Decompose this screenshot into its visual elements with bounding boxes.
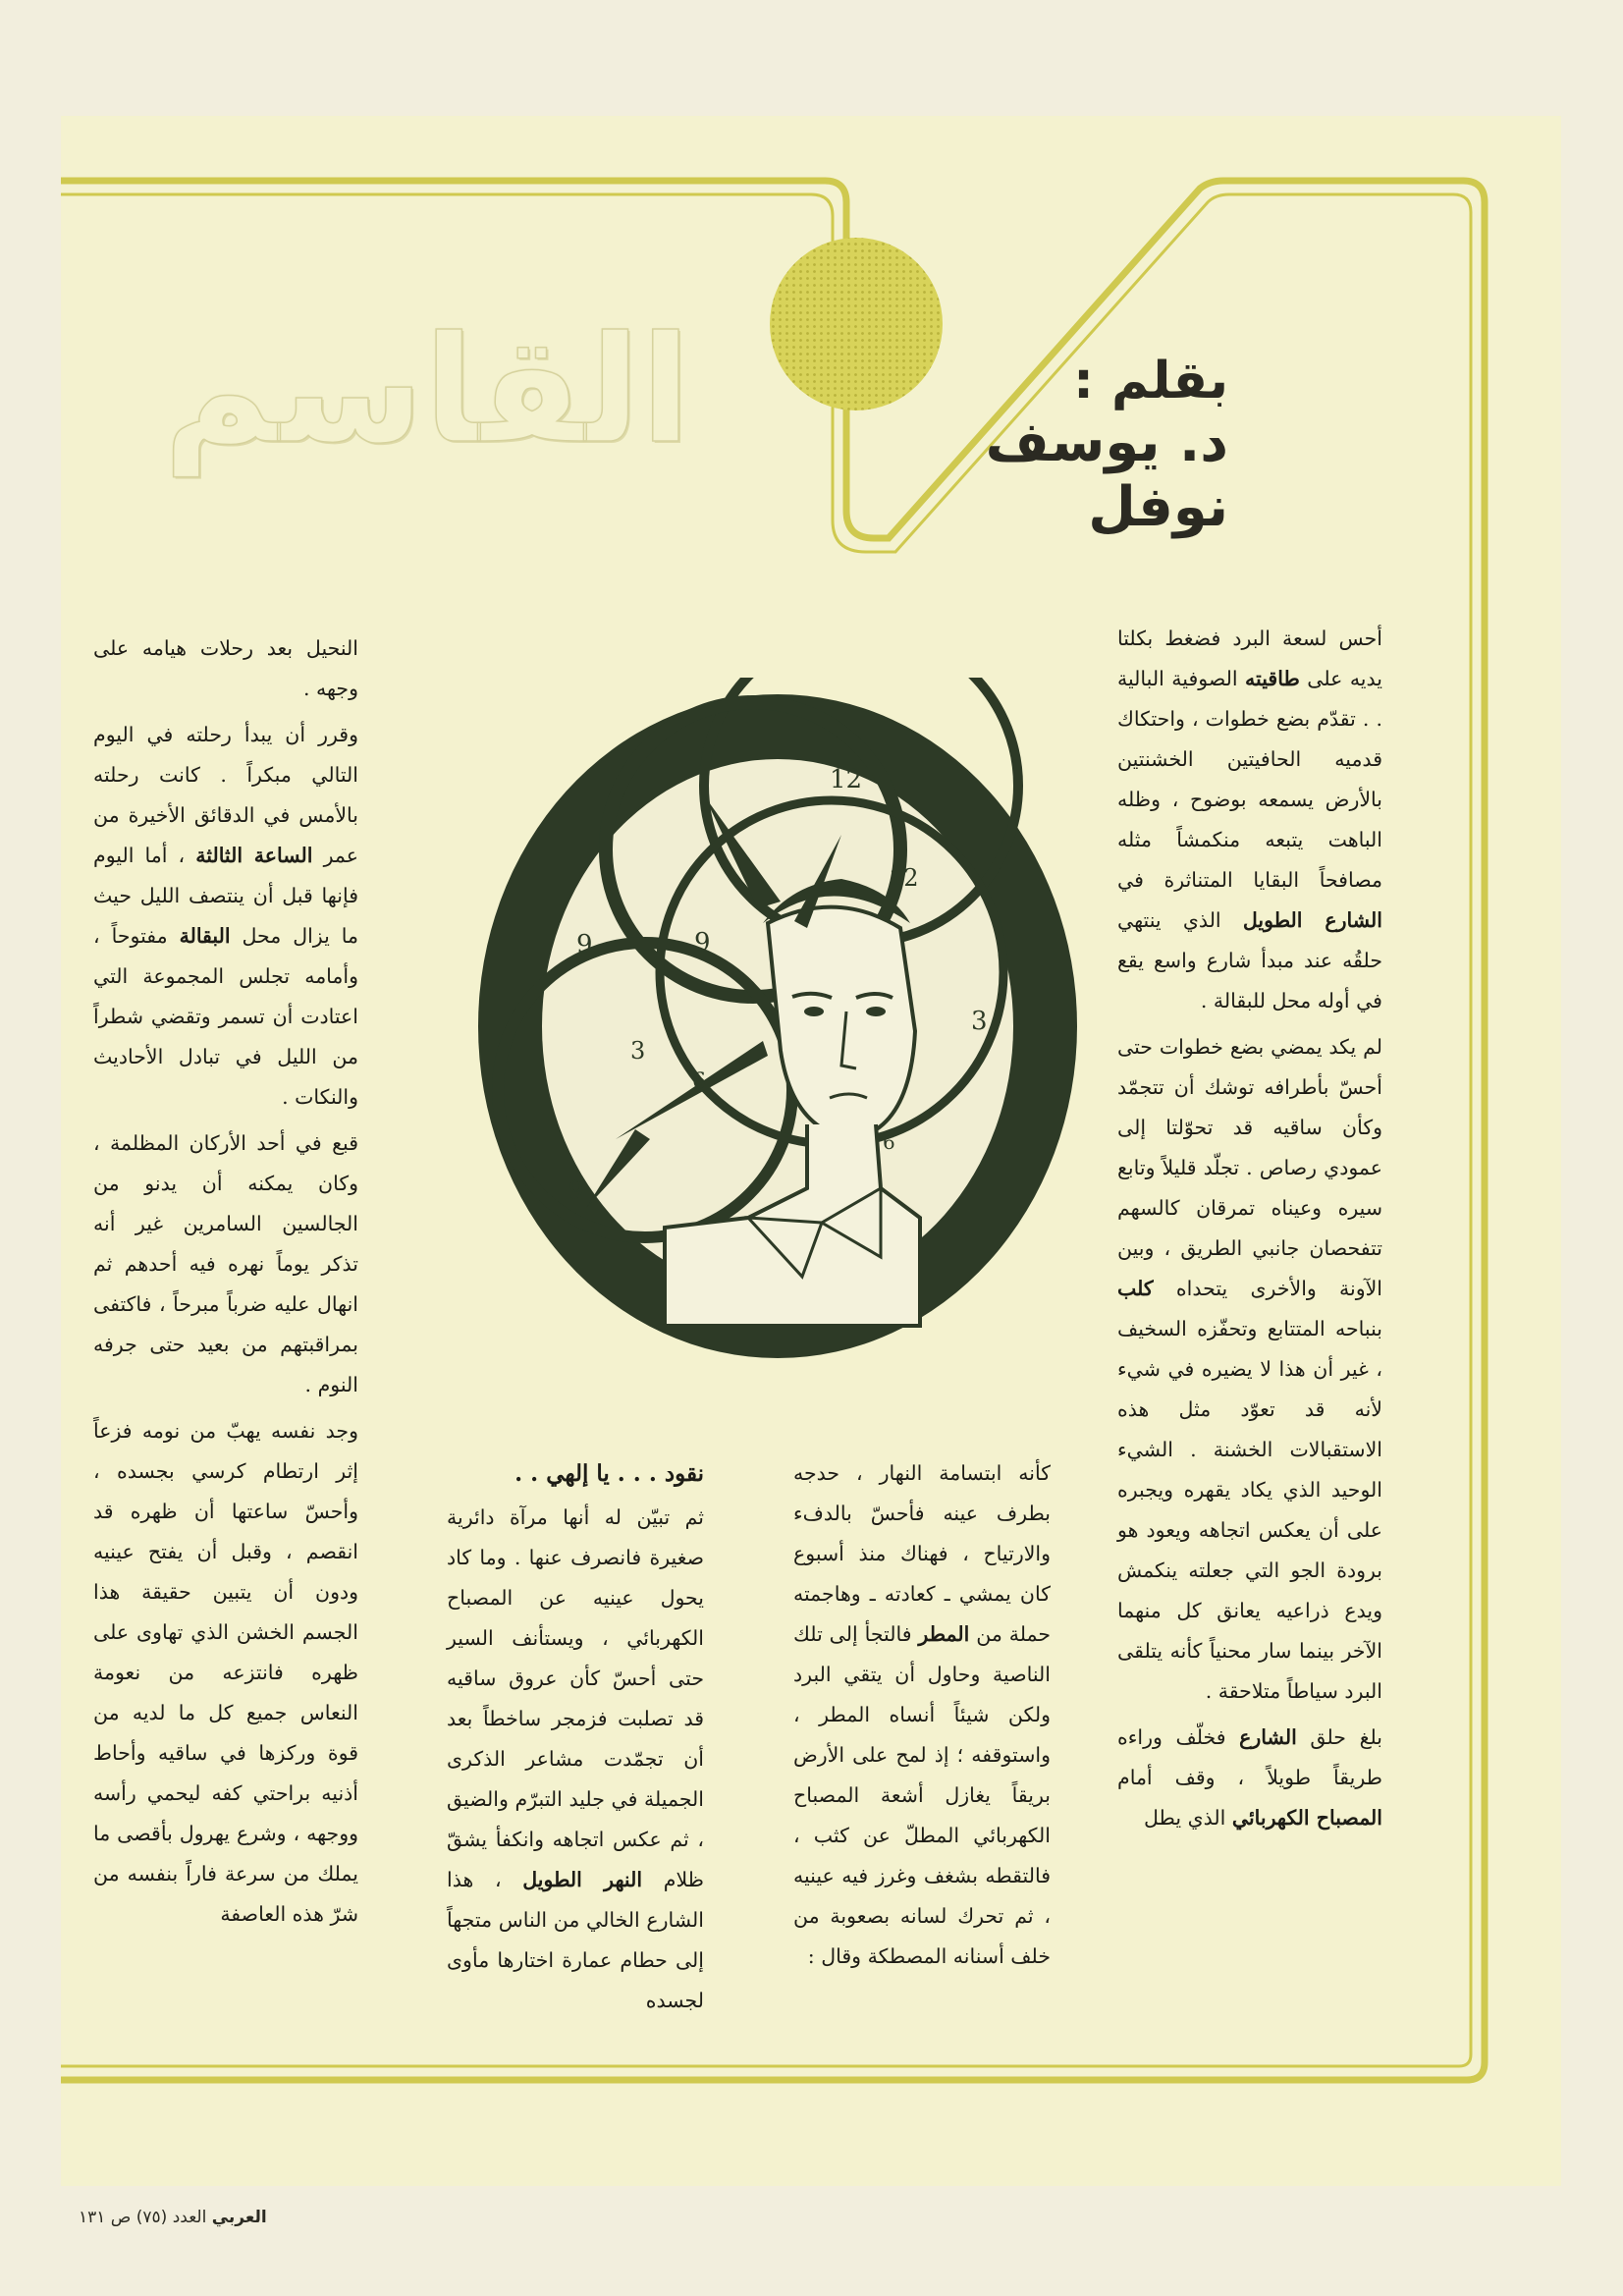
- paragraph: قبع في أحد الأركان المظلمة ، وكان يمكنه أن يدنو من الجالسين السامرين غير أنه تذكر يوماً نهره فيه أحدهم ثم انهال عليه ضرباً مبرحاً ، فاكتفى بمراقبتهم من بعيد حتى جرفه النوم .: [93, 1131, 358, 1396]
- text-column-1: [1117, 619, 1382, 1844]
- clock-face-illustration: [468, 678, 1087, 1385]
- paragraph: النحيل بعد رحلات هيامه على وجهه .: [93, 636, 358, 700]
- paragraph: وقرر أن يبدأ رحلته في اليوم التالي مبكراً . كانت رحلته بالأمس في الدقائق الأخيرة من عمر الساعة الثالثة ، أما اليوم فإنها قبل أن ينتصف الليل حيث ما يزال محل البقالة مفتوحاً ، وأمامه تجلس المجموعة التي اعتادت أن تسمر وتقضي شطراً من الليل في تبادل الأحاديث والنكات .: [93, 723, 358, 1109]
- subheading: نقود . . . يا إلهي . .: [514, 1460, 704, 1487]
- paragraph: وجد نفسه يهبّ من نومه فزعاً إثر ارتطام كرسي بجسده ، وأحسّ ساعتها أن ظهره قد انقصم ، وقبل أن يفتح عينيه ودون أن يتبين حقيقة هذا الجسم الخشن الذي تهاوى على ظهره فانتزعه من نعومة النعاس جميع كل ما لديه من قوة وركزها في ساقيه وأحاط أذنيه براحتي كفه ليحمي رأسه ووجهه ، وشرع يهرول بأقصى ما يملك من سرعة فاراً بنفسه من شرّ هذه العاصفة: [93, 1419, 358, 1926]
- page-footer: [79, 2208, 267, 2227]
- clock-numeral: 12: [889, 864, 919, 892]
- title-art: القاسم: [163, 304, 691, 476]
- paragraph: أحس لسعة البرد فضغط بكلتا يديه على طاقيته الصوفية البالية . . تقدّم بضع خطوات ، واحتكاك قدميه الحافيتين الخشنتين بالأرض يسمعه بوضوح ، وظله الباهت يتبعه منكمشاً مثله مصافحاً البقايا المتناثرة في الشارع الطويل الذي ينتهي حلقُه عند مبدأ شارع واسع يقع في أوله محل للبقالة .: [1117, 627, 1382, 1012]
- clock-numeral: 3: [630, 1037, 646, 1065]
- issue-info: العدد (٧٥) ص ١٣١: [79, 2208, 207, 2227]
- text-column-3: [447, 1453, 704, 2027]
- clock-numeral: 12: [830, 765, 863, 794]
- clock-numeral: 9: [694, 928, 711, 957]
- paragraph: لم يكد يمضي بضع خطوات حتى أحسّ بأطرافه توشك أن تتجمّد وكأن ساقيه قد تحوّلتا إلى عمودي رصاص . تجلّد قليلاً وتابع سيره وعيناه تمرقان كالسهم تتفحصان جانبي الطريق ، وبين الآونة والأخرى يتحداه كلب بنباحه المتتابع وتحفّزه السخيف ، غير أن هذا لا يضيره في شيء لأنه قد تعوّد مثل هذه الاستقبالات الخشنة . الشيء الوحيد الذي يكاد يقهره ويجبره على أن يعكس اتجاهه ويعود هو برودة الجو التي جعلته ينكمش ويدع ذراعيه يعانق كل منهما الآخر بينما سار محنياً كأنه يتلقى البرد سياطاً متلاحقة .: [1117, 1035, 1382, 1703]
- paragraph: بلغ حلق الشارع فخلّف وراءه طريقاً طويلاً ، وقف أمام المصباح الكهربائي الذي يطل: [1117, 1725, 1382, 1830]
- byline: [914, 352, 1228, 540]
- clock-numeral: 6: [883, 1130, 895, 1154]
- text-column-4: [93, 629, 358, 1941]
- paragraph: كأنه ابتسامة النهار ، حدجه بطرف عينه فأحسّ بالدفء والارتياح ، فهناك منذ أسبوع كان يمشي ـ كعادته ـ وهاجمته حملة من المطر فالتجأ إلى تلك الناصية وحاول أن يتقي البرد ولكن شيئاً أنساه المطر ، واستوقفه ؛ إذ لمح على الأرض بريقاً يغازل أشعة المصباح الكهربائي المطلّ عن كثب ، فالتقطه بشغف وغرز فيه عينيه ، ثم تحرك لسانه بصعوبة من خلف أسنانه المصطكة وقال :: [793, 1461, 1052, 1968]
- byline-label: بقلم :: [1073, 352, 1228, 410]
- magazine-name: العربي: [211, 2208, 267, 2227]
- clock-numeral: 9: [568, 1176, 584, 1204]
- text-column-2: [793, 1453, 1051, 1983]
- clock-numeral: 9: [576, 930, 593, 959]
- clock-numeral: 3: [971, 1007, 988, 1036]
- paragraph: ثم تبيّن له أنها مرآة دائرية صغيرة فانصرف عنها . وما كاد يحول عينيه عن المصباح الكهربائي ، ويستأنف السير حتى أحسّ كأن عروق ساقيه قد تصلبت فزمجر ساخطاً بعد أن تجمّدت مشاعر الذكرى الجميلة في جليد التبرّم والضيق ، ثم عكس اتجاهه وانكفأ يشقّ ظلام النهر الطويل ، هذا الشارع الخالي من الناس متجهاً إلى حطام عمارة اختارها مأوى لجسده: [447, 1505, 704, 2012]
- clock-numeral: 6: [692, 1069, 706, 1094]
- author-name: د. يوسف نوفل: [985, 410, 1228, 539]
